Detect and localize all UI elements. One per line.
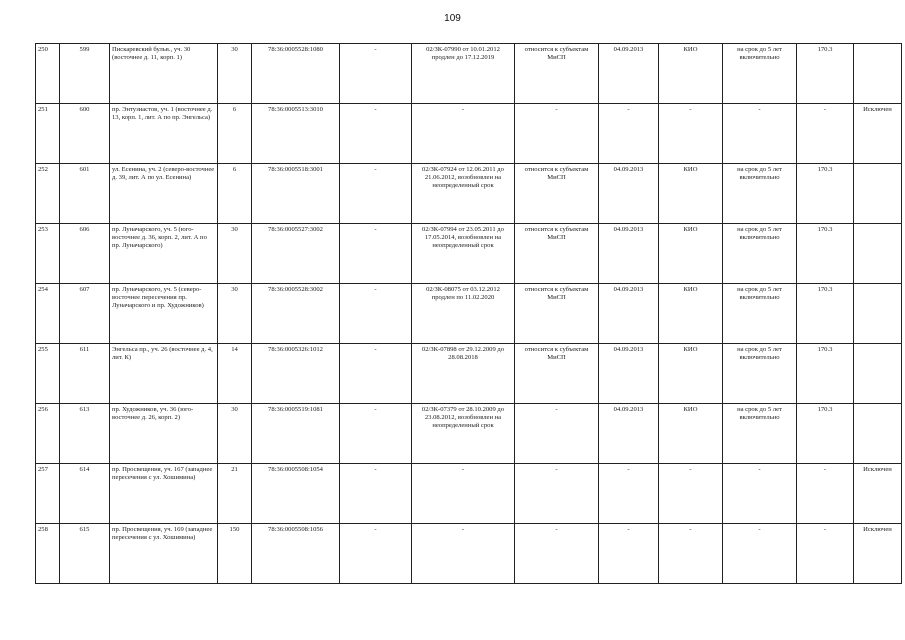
- term-cell: -: [723, 464, 797, 524]
- row-number-cell: 255: [36, 344, 60, 404]
- address-cell: ул. Есенина, уч. 2 (северо-восточнее д. 39, лит. А по ул. Есенина): [110, 164, 218, 224]
- object-id-cell: 613: [60, 404, 110, 464]
- address-cell: пр. Просвещения, уч. 169 (западнее пересечения с ул. Хошимина): [110, 524, 218, 584]
- term-cell: на срок до 5 лет включительно: [723, 224, 797, 284]
- row-number-cell: 257: [36, 464, 60, 524]
- subject-category-cell: относится к субъектам МиСП: [515, 44, 599, 104]
- table-row: [36, 44, 902, 104]
- contract-cell: 02/ЗК-07990 от 10.01.2012 продлен до 17.12.2019: [412, 44, 515, 104]
- area-cell: 30: [218, 44, 252, 104]
- column-6-cell: -: [340, 404, 412, 464]
- table-row: [36, 224, 902, 284]
- note-cell: [854, 404, 902, 464]
- row-number-cell: 252: [36, 164, 60, 224]
- area-cell: 150: [218, 524, 252, 584]
- cadastral-number-cell: 78:36:0005518:3001: [252, 164, 340, 224]
- code-cell: -: [797, 524, 854, 584]
- term-cell: -: [723, 524, 797, 584]
- code-cell: 170.3: [797, 44, 854, 104]
- row-number-cell: 250: [36, 44, 60, 104]
- address-cell: пр. Луначарского, уч. 5 (юго-восточнее д. 36, корп. 2, лит. А по пр. Луначарского): [110, 224, 218, 284]
- address-cell: пр. Энтузиастов, уч. 1 (восточнее д. 13, корп. 1, лит. А по пр. Энгельса): [110, 104, 218, 164]
- column-6-cell: -: [340, 344, 412, 404]
- table-row: [36, 404, 902, 464]
- address-cell: Энгельса пр., уч. 26 (восточнее д. 4, лит. К): [110, 344, 218, 404]
- object-id-cell: 614: [60, 464, 110, 524]
- subject-category-cell: относится к субъектам МиСП: [515, 284, 599, 344]
- authority-cell: -: [659, 524, 723, 584]
- table-row: [36, 464, 902, 524]
- column-6-cell: -: [340, 104, 412, 164]
- date-cell: 04.09.2013: [599, 224, 659, 284]
- note-cell: [854, 344, 902, 404]
- address-cell: пр. Луначарского, уч. 5 (северо-восточнее пересечения пр. Луначарского и пр. Художников): [110, 284, 218, 344]
- row-number-cell: 254: [36, 284, 60, 344]
- cadastral-number-cell: 78:36:0005519:1081: [252, 404, 340, 464]
- subject-category-cell: относится к субъектам МиСП: [515, 224, 599, 284]
- area-cell: 6: [218, 104, 252, 164]
- subject-category-cell: -: [515, 524, 599, 584]
- cadastral-number-cell: 78:36:0005326:1012: [252, 344, 340, 404]
- column-6-cell: -: [340, 164, 412, 224]
- object-id-cell: 600: [60, 104, 110, 164]
- term-cell: на срок до 5 лет включительно: [723, 284, 797, 344]
- object-id-cell: 606: [60, 224, 110, 284]
- note-cell: Исключен: [854, 104, 902, 164]
- contract-cell: -: [412, 104, 515, 164]
- column-6-cell: -: [340, 464, 412, 524]
- date-cell: 04.09.2013: [599, 164, 659, 224]
- row-number-cell: 258: [36, 524, 60, 584]
- code-cell: -: [797, 464, 854, 524]
- table-row: [36, 284, 902, 344]
- registry-body: [36, 44, 902, 584]
- area-cell: 14: [218, 344, 252, 404]
- term-cell: на срок до 5 лет включительно: [723, 404, 797, 464]
- address-cell: пр. Просвещения, уч. 167 (западнее пересечения с ул. Хошимина): [110, 464, 218, 524]
- column-6-cell: -: [340, 524, 412, 584]
- object-id-cell: 615: [60, 524, 110, 584]
- object-id-cell: 601: [60, 164, 110, 224]
- contract-cell: -: [412, 464, 515, 524]
- row-number-cell: 253: [36, 224, 60, 284]
- authority-cell: КИО: [659, 284, 723, 344]
- address-cell: Пискаревский бульв., уч. 30 (восточнее д. 11, корп. 1): [110, 44, 218, 104]
- column-6-cell: -: [340, 284, 412, 344]
- object-id-cell: 607: [60, 284, 110, 344]
- contract-cell: 02/ЗК-07379 от 28.10.2009 до 23.08.2012, возобновлен на неопределенный срок: [412, 404, 515, 464]
- authority-cell: КИО: [659, 44, 723, 104]
- date-cell: 04.09.2013: [599, 284, 659, 344]
- area-cell: 21: [218, 464, 252, 524]
- area-cell: 30: [218, 404, 252, 464]
- note-cell: [854, 164, 902, 224]
- cadastral-number-cell: 78:36:0005508:1056: [252, 524, 340, 584]
- authority-cell: КИО: [659, 344, 723, 404]
- authority-cell: КИО: [659, 224, 723, 284]
- row-number-cell: 256: [36, 404, 60, 464]
- contract-cell: -: [412, 524, 515, 584]
- area-cell: 30: [218, 224, 252, 284]
- note-cell: Исключен: [854, 464, 902, 524]
- note-cell: [854, 44, 902, 104]
- note-cell: [854, 224, 902, 284]
- object-id-cell: 599: [60, 44, 110, 104]
- area-cell: 30: [218, 284, 252, 344]
- contract-cell: 02/ЗК-07994 от 23.05.2011 до 17.05.2014, возобновлен на неопределенный срок: [412, 224, 515, 284]
- page-number: 109: [444, 13, 461, 24]
- date-cell: 04.09.2013: [599, 44, 659, 104]
- subject-category-cell: относится к субъектам МиСП: [515, 344, 599, 404]
- term-cell: на срок до 5 лет включительно: [723, 44, 797, 104]
- authority-cell: -: [659, 464, 723, 524]
- date-cell: -: [599, 464, 659, 524]
- cadastral-number-cell: 78:36:0005527:3002: [252, 224, 340, 284]
- subject-category-cell: -: [515, 104, 599, 164]
- term-cell: на срок до 5 лет включительно: [723, 164, 797, 224]
- term-cell: -: [723, 104, 797, 164]
- subject-category-cell: относится к субъектам МиСП: [515, 164, 599, 224]
- cadastral-number-cell: 78:36:0005528:3002: [252, 284, 340, 344]
- code-cell: 170.3: [797, 164, 854, 224]
- table-row: [36, 344, 902, 404]
- code-cell: -: [797, 104, 854, 164]
- cadastral-number-cell: 78:36:0005513:3010: [252, 104, 340, 164]
- column-6-cell: -: [340, 224, 412, 284]
- date-cell: 04.09.2013: [599, 344, 659, 404]
- column-6-cell: -: [340, 44, 412, 104]
- note-cell: [854, 284, 902, 344]
- term-cell: на срок до 5 лет включительно: [723, 344, 797, 404]
- code-cell: 170.3: [797, 344, 854, 404]
- authority-cell: -: [659, 104, 723, 164]
- table-row: [36, 104, 902, 164]
- registry-table: [35, 43, 902, 584]
- address-cell: пр. Художников, уч. 36 (юго-восточнее д. 26, корп. 2): [110, 404, 218, 464]
- row-number-cell: 251: [36, 104, 60, 164]
- code-cell: 170.3: [797, 284, 854, 344]
- contract-cell: 02/ЗК-07898 от 29.12.2009 до 28.08.2018: [412, 344, 515, 404]
- subject-category-cell: -: [515, 404, 599, 464]
- contract-cell: 02/ЗК-08075 от 03.12.2012 продлен по 11.02.2020: [412, 284, 515, 344]
- date-cell: 04.09.2013: [599, 404, 659, 464]
- table-row: [36, 524, 902, 584]
- code-cell: 170.3: [797, 404, 854, 464]
- contract-cell: 02/ЗК-07924 от 12.06.2011 до 21.06.2012, возобновлен на неопределенный срок: [412, 164, 515, 224]
- subject-category-cell: -: [515, 464, 599, 524]
- date-cell: -: [599, 524, 659, 584]
- table-row: [36, 164, 902, 224]
- object-id-cell: 611: [60, 344, 110, 404]
- note-cell: Исключен: [854, 524, 902, 584]
- code-cell: 170.3: [797, 224, 854, 284]
- area-cell: 6: [218, 164, 252, 224]
- authority-cell: КИО: [659, 404, 723, 464]
- cadastral-number-cell: 78:36:0005508:1054: [252, 464, 340, 524]
- cadastral-number-cell: 78:36:0005528:1080: [252, 44, 340, 104]
- date-cell: -: [599, 104, 659, 164]
- authority-cell: КИО: [659, 164, 723, 224]
